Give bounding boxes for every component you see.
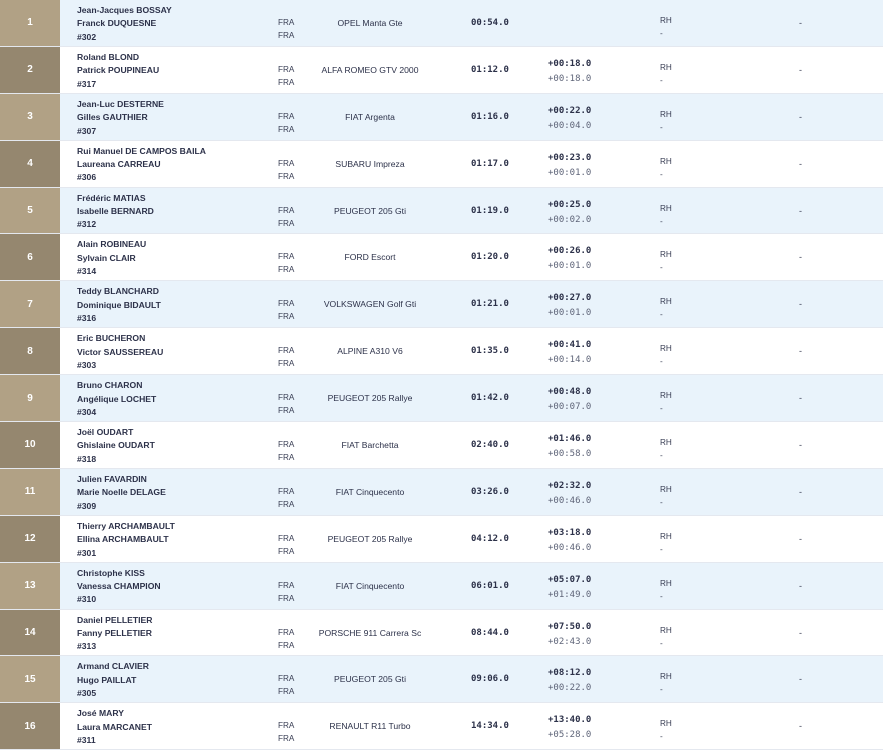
- codriver-nationality: FRA: [278, 312, 295, 322]
- category-cell: [660, 248, 672, 274]
- gap-to-previous: +00:14.0: [548, 355, 592, 366]
- gap-to-leader: +00:23.0: [548, 152, 592, 163]
- crew-cell: [77, 660, 149, 700]
- gap-to-leader: +01:46.0: [548, 434, 592, 445]
- extra-cell: -: [799, 393, 802, 404]
- car-number: #303: [77, 360, 97, 371]
- car-number: #304: [77, 406, 97, 417]
- crew-cell: [77, 332, 163, 372]
- category-cell: [660, 717, 672, 743]
- position-cell: 5: [0, 188, 60, 234]
- extra-cell: -: [799, 580, 802, 591]
- category-label: RH: [660, 109, 672, 119]
- car-model: PEUGEOT 205 Rallye: [327, 393, 413, 404]
- position-cell: 7: [0, 281, 60, 327]
- gap-to-leader: +00:48.0: [548, 387, 592, 398]
- driver-name[interactable]: Teddy BLANCHARD: [77, 286, 159, 297]
- codriver-nationality: FRA: [278, 31, 295, 40]
- car-number: #302: [77, 31, 97, 42]
- codriver-nationality: FRA: [278, 499, 295, 509]
- extra-cell: -: [799, 252, 802, 263]
- driver-nationality: FRA: [278, 252, 295, 262]
- category-cell: [660, 436, 672, 462]
- crew-cell: [77, 51, 159, 91]
- table-row[interactable]: [0, 141, 883, 188]
- nationality-cell: [278, 626, 294, 652]
- car-model: VOLKSWAGEN Golf Gti: [323, 299, 417, 310]
- category-sub: -: [660, 169, 663, 179]
- category-sub: -: [660, 638, 663, 648]
- codriver-name[interactable]: Hugo PAILLAT: [77, 674, 137, 685]
- gaps-cell: [548, 338, 591, 368]
- category-sub: -: [660, 310, 663, 320]
- driver-name[interactable]: Jean-Jacques BOSSAY: [77, 5, 172, 15]
- category-sub: -: [660, 122, 663, 132]
- category-label: RH: [660, 578, 672, 588]
- gaps-cell: [548, 479, 591, 509]
- table-row[interactable]: [0, 94, 883, 141]
- driver-nationality: FRA: [278, 533, 295, 543]
- nationality-cell: [278, 63, 294, 89]
- category-cell: [660, 624, 672, 650]
- gaps-cell: [548, 57, 591, 87]
- category-cell: [660, 14, 672, 40]
- stage-time: 08:44.0: [471, 627, 509, 638]
- car-model: PEUGEOT 205 Gti: [334, 674, 406, 685]
- driver-nationality: FRA: [278, 205, 295, 215]
- table-row[interactable]: [0, 422, 883, 469]
- table-row[interactable]: [0, 328, 883, 375]
- crew-cell: [77, 707, 152, 747]
- driver-nationality: FRA: [278, 580, 295, 590]
- stage-time: 04:12.0: [471, 533, 509, 544]
- category-label: RH: [660, 719, 672, 729]
- car-model: SUBARU Impreza: [335, 158, 405, 169]
- nationality-cell: [278, 672, 294, 698]
- gap-to-leader: +08:12.0: [548, 668, 592, 679]
- category-label: RH: [660, 344, 672, 354]
- category-cell: [660, 670, 672, 696]
- codriver-name[interactable]: Gilles GAUTHIER: [77, 112, 148, 123]
- category-cell: [660, 530, 672, 556]
- stage-time: 01:21.0: [471, 299, 509, 310]
- stage-time: 01:20.0: [471, 252, 509, 263]
- category-sub: -: [660, 357, 663, 367]
- gap-to-previous: +05:28.0: [548, 730, 592, 741]
- driver-name[interactable]: Frédéric MATIAS: [77, 192, 146, 203]
- driver-nationality: FRA: [278, 721, 295, 731]
- gaps-cell: [548, 151, 591, 181]
- codriver-nationality: FRA: [278, 640, 295, 650]
- crew-cell: [77, 98, 164, 138]
- extra-cell: -: [799, 17, 802, 28]
- category-label: RH: [660, 672, 672, 682]
- codriver-name[interactable]: Laureana CARREAU: [77, 159, 161, 170]
- gap-to-leader: +00:18.0: [548, 58, 592, 69]
- gap-to-previous: +00:46.0: [548, 542, 592, 553]
- position-cell: 15: [0, 656, 60, 702]
- nationality-cell: [278, 250, 294, 276]
- driver-name[interactable]: Roland BLOND: [77, 51, 140, 62]
- crew-cell: [77, 192, 154, 232]
- codriver-nationality: FRA: [278, 171, 295, 181]
- table-row[interactable]: [0, 0, 883, 47]
- category-sub: -: [660, 591, 663, 601]
- car-model: ALFA ROMEO GTV 2000: [321, 64, 419, 75]
- car-number: #307: [77, 125, 97, 136]
- category-cell: [660, 61, 672, 87]
- codriver-name[interactable]: Ellina ARCHAMBAULT: [77, 534, 169, 545]
- category-sub: -: [660, 75, 663, 85]
- position-cell: 3: [0, 94, 60, 140]
- nationality-cell: [278, 485, 294, 511]
- gap-to-previous: +01:49.0: [548, 589, 592, 600]
- category-cell: [660, 202, 672, 228]
- car-model: FORD Escort: [344, 252, 396, 263]
- extra-cell: -: [799, 721, 802, 732]
- gap-to-previous: +00:02.0: [548, 214, 592, 225]
- stage-time: 01:17.0: [471, 158, 509, 169]
- driver-nationality: FRA: [278, 64, 295, 74]
- car-model: FIAT Cinquecento: [335, 580, 405, 591]
- driver-nationality: FRA: [278, 299, 295, 309]
- table-row[interactable]: [0, 656, 883, 703]
- category-cell: [660, 389, 672, 415]
- gap-to-leader: +00:26.0: [548, 246, 592, 257]
- gaps-cell: [548, 620, 591, 650]
- gaps-cell: [548, 104, 591, 134]
- position-cell: 9: [0, 375, 60, 421]
- stage-time: 06:01.0: [471, 580, 509, 591]
- category-label: RH: [660, 156, 672, 166]
- crew-cell: [77, 379, 156, 419]
- driver-nationality: FRA: [278, 18, 295, 27]
- gap-to-leader: +00:22.0: [548, 105, 592, 116]
- crew-cell: [77, 473, 166, 513]
- car-number: #314: [77, 266, 97, 277]
- car-model: ALPINE A310 V6: [337, 346, 403, 357]
- car-number: #312: [77, 219, 97, 230]
- car-model: PEUGEOT 205 Gti: [334, 205, 406, 216]
- extra-cell: -: [799, 205, 802, 216]
- gaps-cell: [548, 244, 591, 274]
- category-sub: -: [660, 497, 663, 507]
- nationality-cell: [278, 110, 294, 136]
- gap-to-previous: +00:04.0: [548, 120, 592, 131]
- car-model: PORSCHE 911 Carrera Sc: [318, 627, 422, 638]
- category-sub: -: [660, 685, 663, 695]
- driver-name[interactable]: Joël OUDART: [77, 427, 134, 438]
- car-model: RENAULT R11 Turbo: [329, 721, 411, 732]
- table-row[interactable]: [0, 188, 883, 235]
- position-cell: 11: [0, 469, 60, 515]
- driver-name[interactable]: Christophe KISS: [77, 567, 145, 578]
- nationality-cell: [278, 297, 294, 323]
- driver-nationality: FRA: [278, 346, 295, 356]
- codriver-nationality: FRA: [278, 453, 295, 463]
- extra-cell: -: [799, 627, 802, 638]
- codriver-name[interactable]: Franck DUQUESNE: [77, 18, 157, 29]
- position-cell: 1: [0, 0, 60, 46]
- codriver-name[interactable]: Angélique LOCHET: [77, 393, 157, 404]
- driver-nationality: FRA: [278, 440, 295, 450]
- stage-time: 01:35.0: [471, 346, 509, 357]
- nationality-cell: [278, 438, 294, 464]
- category-cell: [660, 108, 672, 134]
- table-row[interactable]: [0, 47, 883, 94]
- gaps-cell: [548, 198, 591, 228]
- car-number: #313: [77, 641, 97, 652]
- category-sub: -: [660, 451, 663, 461]
- gap-to-leader: +07:50.0: [548, 621, 592, 632]
- gaps-cell: [548, 666, 591, 696]
- category-sub: -: [660, 732, 663, 742]
- car-number: #310: [77, 594, 97, 605]
- extra-cell: -: [799, 299, 802, 310]
- car-number: #318: [77, 453, 97, 464]
- gaps-cell: [548, 713, 591, 743]
- position-cell: 16: [0, 703, 60, 749]
- driver-name[interactable]: Daniel PELLETIER: [77, 614, 153, 625]
- codriver-name[interactable]: Sylvain CLAIR: [77, 252, 136, 263]
- table-row[interactable]: [0, 516, 883, 563]
- car-number: #311: [77, 735, 96, 746]
- table-row[interactable]: [0, 281, 883, 328]
- category-label: RH: [660, 391, 672, 401]
- gap-to-previous: +00:46.0: [548, 495, 592, 506]
- nationality-cell: [278, 391, 294, 417]
- gap-to-previous: +00:22.0: [548, 683, 592, 694]
- category-label: RH: [660, 297, 672, 307]
- codriver-name[interactable]: Dominique BIDAULT: [77, 299, 161, 310]
- gap-to-leader: +00:27.0: [548, 293, 592, 304]
- codriver-nationality: FRA: [278, 593, 295, 603]
- gap-to-previous: +00:01.0: [548, 308, 592, 319]
- extra-cell: -: [799, 346, 802, 357]
- gap-to-leader: +00:41.0: [548, 340, 592, 351]
- codriver-name[interactable]: Marie Noelle DELAGE: [77, 487, 166, 498]
- driver-nationality: FRA: [278, 674, 295, 684]
- codriver-nationality: FRA: [278, 218, 295, 228]
- codriver-nationality: FRA: [278, 734, 295, 744]
- gaps-cell: [548, 432, 591, 462]
- car-number: #316: [77, 313, 97, 324]
- car-model: FIAT Cinquecento: [335, 486, 405, 497]
- driver-name[interactable]: Bruno CHARON: [77, 380, 143, 391]
- gap-to-leader: +05:07.0: [548, 574, 592, 585]
- position-cell: 12: [0, 516, 60, 562]
- driver-name[interactable]: Thierry ARCHAMBAULT: [77, 520, 175, 531]
- driver-name[interactable]: Julien FAVARDIN: [77, 473, 147, 484]
- crew-cell: [77, 567, 161, 607]
- table-row[interactable]: [0, 610, 883, 657]
- car-model: OPEL Manta Gte: [337, 17, 403, 28]
- crew-cell: [77, 238, 146, 278]
- codriver-nationality: FRA: [278, 359, 295, 369]
- extra-cell: -: [799, 439, 802, 450]
- position-cell: 10: [0, 422, 60, 468]
- stage-time: 14:34.0: [471, 721, 509, 732]
- driver-nationality: FRA: [278, 627, 295, 637]
- driver-name[interactable]: José MARY: [77, 708, 124, 719]
- codriver-name[interactable]: Laura MARCANET: [77, 721, 152, 732]
- extra-cell: -: [799, 533, 802, 544]
- table-row[interactable]: [0, 469, 883, 516]
- codriver-name[interactable]: Ghislaine OUDART: [77, 440, 155, 451]
- crew-cell: [77, 4, 172, 44]
- gaps-cell: [548, 385, 591, 415]
- driver-nationality: FRA: [278, 393, 295, 403]
- position-cell: 2: [0, 47, 60, 93]
- stage-time: 00:54.0: [471, 17, 509, 28]
- category-sub: -: [660, 216, 663, 226]
- codriver-nationality: FRA: [278, 406, 295, 416]
- stage-time: 01:19.0: [471, 205, 509, 216]
- crew-cell: [77, 614, 152, 654]
- driver-name[interactable]: Jean-Luc DESTERNE: [77, 98, 164, 109]
- car-number: #306: [77, 172, 97, 183]
- table-row[interactable]: [0, 234, 883, 281]
- nationality-cell: [278, 16, 294, 42]
- codriver-name[interactable]: Vanessa CHAMPION: [77, 581, 161, 592]
- category-label: RH: [660, 484, 672, 494]
- category-label: RH: [660, 625, 672, 635]
- category-label: RH: [660, 531, 672, 541]
- gap-to-leader: +13:40.0: [548, 715, 592, 726]
- position-cell: 8: [0, 328, 60, 374]
- codriver-nationality: FRA: [278, 124, 295, 134]
- category-sub: -: [660, 263, 663, 273]
- stage-time: 02:40.0: [471, 439, 509, 450]
- driver-nationality: FRA: [278, 158, 295, 168]
- driver-name[interactable]: Armand CLAVIER: [77, 661, 149, 672]
- position-cell: 13: [0, 563, 60, 609]
- codriver-nationality: FRA: [278, 265, 295, 275]
- gap-to-previous: +00:01.0: [548, 167, 592, 178]
- category-cell: [660, 342, 672, 368]
- stage-time: 01:12.0: [471, 64, 509, 75]
- position-cell: 6: [0, 234, 60, 280]
- stage-time: 09:06.0: [471, 674, 509, 685]
- driver-name[interactable]: Eric BUCHERON: [77, 333, 146, 344]
- codriver-name[interactable]: Patrick POUPINEAU: [77, 65, 160, 76]
- driver-name[interactable]: Rui Manuel DE CAMPOS BAILA: [77, 145, 206, 156]
- gap-to-leader: +03:18.0: [548, 527, 592, 538]
- gap-to-previous: +00:18.0: [548, 73, 592, 84]
- gap-to-previous: +00:01.0: [548, 261, 592, 272]
- stage-time: 01:42.0: [471, 393, 509, 404]
- crew-cell: [77, 285, 161, 325]
- codriver-nationality: FRA: [278, 687, 295, 697]
- category-label: RH: [660, 62, 672, 72]
- driver-nationality: FRA: [278, 111, 295, 121]
- table-row[interactable]: [0, 563, 883, 610]
- codriver-name[interactable]: Victor SAUSSEREAU: [77, 346, 164, 357]
- nationality-cell: [278, 532, 294, 558]
- position-cell: 14: [0, 610, 60, 656]
- car-model: PEUGEOT 205 Rallye: [327, 533, 413, 544]
- gap-to-leader: +02:32.0: [548, 480, 592, 491]
- extra-cell: -: [799, 158, 802, 169]
- car-number: #317: [77, 78, 97, 89]
- gaps-cell: [548, 291, 591, 321]
- nationality-cell: [278, 719, 294, 745]
- category-cell: [660, 483, 672, 509]
- extra-cell: -: [799, 111, 802, 122]
- category-sub: -: [660, 404, 663, 414]
- category-cell: [660, 295, 672, 321]
- car-number: #305: [77, 688, 97, 699]
- category-label: RH: [660, 16, 672, 25]
- codriver-nationality: FRA: [278, 77, 295, 87]
- driver-nationality: FRA: [278, 486, 295, 496]
- category-cell: [660, 155, 672, 181]
- gap-to-previous: +02:43.0: [548, 636, 592, 647]
- crew-cell: [77, 520, 175, 560]
- driver-name[interactable]: Alain ROBINEAU: [77, 239, 147, 250]
- nationality-cell: [278, 204, 294, 230]
- category-label: RH: [660, 203, 672, 213]
- extra-cell: -: [799, 486, 802, 497]
- category-sub: -: [660, 544, 663, 554]
- car-number: #309: [77, 500, 97, 511]
- table-row[interactable]: [0, 703, 883, 750]
- gap-to-leader: +00:25.0: [548, 199, 592, 210]
- gaps-cell: [548, 526, 591, 556]
- nationality-cell: [278, 579, 294, 605]
- category-label: RH: [660, 438, 672, 448]
- car-model: FIAT Argenta: [345, 111, 395, 122]
- car-number: #301: [77, 547, 97, 558]
- gap-to-previous: +00:07.0: [548, 402, 592, 413]
- category-cell: [660, 577, 672, 603]
- extra-cell: -: [799, 674, 802, 685]
- gap-to-previous: +00:58.0: [548, 449, 592, 460]
- stage-time: 01:16.0: [471, 111, 509, 122]
- gaps-cell: [548, 573, 591, 603]
- extra-cell: -: [799, 64, 802, 75]
- category-label: RH: [660, 250, 672, 260]
- nationality-cell: [278, 344, 294, 370]
- car-model: FIAT Barchetta: [341, 439, 399, 450]
- category-sub: -: [660, 29, 663, 38]
- table-row[interactable]: [0, 375, 883, 422]
- codriver-nationality: FRA: [278, 546, 295, 556]
- stage-time: 03:26.0: [471, 486, 509, 497]
- position-cell: 4: [0, 141, 60, 187]
- crew-cell: [77, 426, 155, 466]
- crew-cell: [77, 145, 206, 185]
- nationality-cell: [278, 157, 294, 183]
- codriver-name[interactable]: Isabelle BERNARD: [77, 205, 154, 216]
- codriver-name[interactable]: Fanny PELLETIER: [77, 627, 152, 638]
